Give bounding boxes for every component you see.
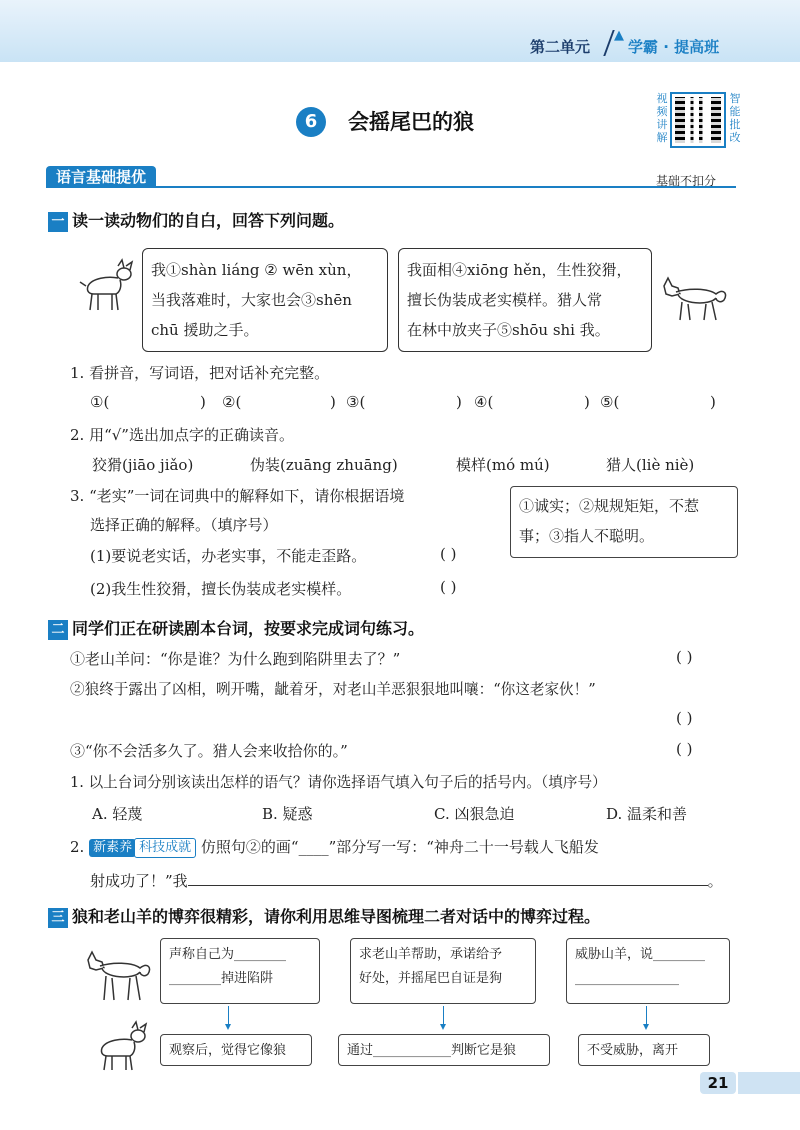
q1-sub3-line1: 3. “老实”一词在词典中的解释如下，请你根据语境 — [70, 487, 405, 505]
definition-box — [510, 486, 738, 558]
blank-5-close: ) — [710, 393, 716, 411]
flow-box-3 — [566, 938, 730, 1004]
q1-sub3-line2: 选择正确的解释。（填序号） — [90, 516, 278, 534]
reading-option: 模样(mó mú) — [456, 456, 550, 474]
q1-sub1: 1. 看拼音，写词语，把对话补充完整。 — [70, 364, 330, 382]
graduation-cap-icon: ▲ — [614, 28, 624, 43]
wolf-speech-bubble — [398, 248, 652, 352]
q1-sub2: 2. 用“√”选出加点字的正确读音。 — [70, 426, 294, 444]
q2-sub2 — [70, 836, 599, 858]
flow-text: 求老山羊帮助，承诺给予 — [359, 947, 503, 962]
sentence-2: (2)我生性狡猾，擅长伪装成老实模样。 — [90, 580, 352, 598]
flow-text: 威胁山羊，说________ — [575, 947, 706, 962]
lesson-title: 会摇尾巴的狼 — [348, 110, 474, 134]
flow-box-6: 不受威胁，离开 — [578, 1034, 710, 1066]
question-3-heading — [48, 904, 600, 928]
bubble-line: 擅长伪装成老实模样。猎人常 — [407, 291, 603, 309]
blank-1-open: ①( — [90, 393, 110, 411]
flow-text: 好处，并摇尾巴自证是狗 — [359, 971, 503, 986]
qr-caption-right: 智能批改 — [729, 92, 741, 144]
blank-2-close: ) — [330, 393, 336, 411]
bubble-line: chū 援助之手。 — [151, 321, 259, 339]
flow-text: ________掉进陷阱 — [169, 971, 274, 986]
answer-paren[interactable]: ( ) — [440, 545, 457, 563]
sub-number: 2. — [70, 838, 85, 856]
question-number: 一 — [48, 212, 68, 232]
tone-option: B. 疑惑 — [262, 805, 313, 823]
section-label: 语言基础提优 — [46, 166, 156, 188]
reading-option: 伪装(zuāng zhuāng) — [250, 456, 398, 474]
blank-4-open: ④( — [474, 393, 494, 411]
reading-option: 猎人(liè niè) — [606, 456, 695, 474]
answer-line[interactable] — [188, 870, 708, 886]
sub2-tail-end: 。 — [707, 872, 723, 890]
question-2-heading — [48, 616, 424, 640]
wolf-icon — [84, 948, 154, 1004]
sentence-1: (1)要说老实话，办老实事，不能走歪路。 — [90, 547, 367, 565]
q2-sub1: 1. 以上台词分别该读出怎样的语气？请你选择语气填入句子后的括号内。（填序号） — [70, 774, 607, 791]
qr-caption-left: 视频讲解 — [656, 92, 668, 144]
blank-5-open: ⑤( — [600, 393, 620, 411]
lesson-number: 6 — [296, 107, 326, 137]
flow-box-5: 通过____________判断它是狼 — [338, 1034, 550, 1066]
question-text: 同学们正在研读剧本台词，按要求完成词句练习。 — [72, 619, 425, 638]
q2-sub2-tail — [90, 870, 723, 891]
line-3: ③“你不会活多久了。猎人会来收拾你的。” — [70, 742, 348, 760]
new-literacy-badge: 新素养 — [89, 839, 136, 857]
question-number: 二 — [48, 620, 68, 640]
answer-paren[interactable]: ( ) — [676, 648, 693, 666]
goat-icon — [92, 1020, 148, 1072]
line-1: ①老山羊问：“你是谁？为什么跑到陷阱里去了？” — [70, 650, 401, 668]
flow-box-1 — [160, 938, 320, 1004]
question-text: 狼和老山羊的博弈很精彩，请你利用思维导图梳理二者对话中的博弈过程。 — [72, 907, 601, 926]
question-text: 读一读动物们的自白，回答下列问题。 — [72, 211, 345, 230]
blank-3-open: ③( — [346, 393, 366, 411]
qr-code[interactable] — [670, 92, 726, 148]
section-note: 基础不扣分 — [656, 174, 717, 188]
wolf-icon — [658, 276, 730, 324]
sub2-tail-text: 射成功了！”我 — [90, 872, 188, 890]
unit-label: 第二单元 — [530, 38, 591, 56]
flow-arrow — [228, 1006, 229, 1026]
bubble-line: 当我落难时，大家也会③shēn — [151, 291, 352, 309]
answer-paren[interactable]: ( ) — [440, 578, 457, 596]
bubble-line: 我面相④xiōng hěn，生性狡猾， — [407, 261, 632, 279]
question-number: 三 — [48, 908, 68, 928]
brand-label: 学霸 · 提高班 — [628, 38, 720, 56]
blank-3-close: ) — [456, 393, 462, 411]
sub2-text: 仿照句②的画“____”部分写一写：“神舟二十一号载人飞船发 — [200, 838, 599, 856]
tech-achievement-badge: 科技成就 — [134, 838, 196, 858]
flow-box-2 — [350, 938, 536, 1004]
blank-1-close: ) — [200, 393, 206, 411]
blank-2-open: ②( — [222, 393, 242, 411]
tone-option: D. 温柔和善 — [606, 805, 688, 823]
answer-paren[interactable]: ( ) — [676, 740, 693, 758]
flow-box-4: 观察后，觉得它像狼 — [160, 1034, 312, 1066]
line-2: ②狼终于露出了凶相，咧开嘴，龇着牙，对老山羊恶狠狠地叫嚷：“你这老家伙！” — [70, 681, 596, 698]
reading-option: 狡猾(jiāo jiǎo) — [92, 456, 194, 474]
tone-option: A. 轻蔑 — [92, 805, 143, 823]
definition-line: ①诚实；②规规矩矩，不惹 — [519, 497, 700, 515]
answer-paren[interactable]: ( ) — [676, 709, 693, 727]
goat-icon — [78, 258, 134, 314]
flow-text: ________________ — [575, 971, 679, 986]
qr-pattern — [675, 97, 721, 143]
flow-text: 声称自己为________ — [169, 947, 287, 962]
definition-line: 事；③指人不聪明。 — [519, 527, 655, 545]
question-1-heading — [48, 208, 344, 232]
goat-speech-bubble — [142, 248, 388, 352]
tone-option: C. 凶狠急迫 — [434, 805, 515, 823]
flow-arrow — [443, 1006, 444, 1026]
bubble-line: 我①shàn liáng ② wēn xùn， — [151, 261, 362, 279]
page-number-band — [738, 1072, 800, 1094]
bubble-line: 在林中放夹子⑤shōu shi 我。 — [407, 321, 610, 339]
blank-4-close: ) — [584, 393, 590, 411]
flow-arrow — [646, 1006, 647, 1026]
page-number: 21 — [700, 1072, 736, 1094]
